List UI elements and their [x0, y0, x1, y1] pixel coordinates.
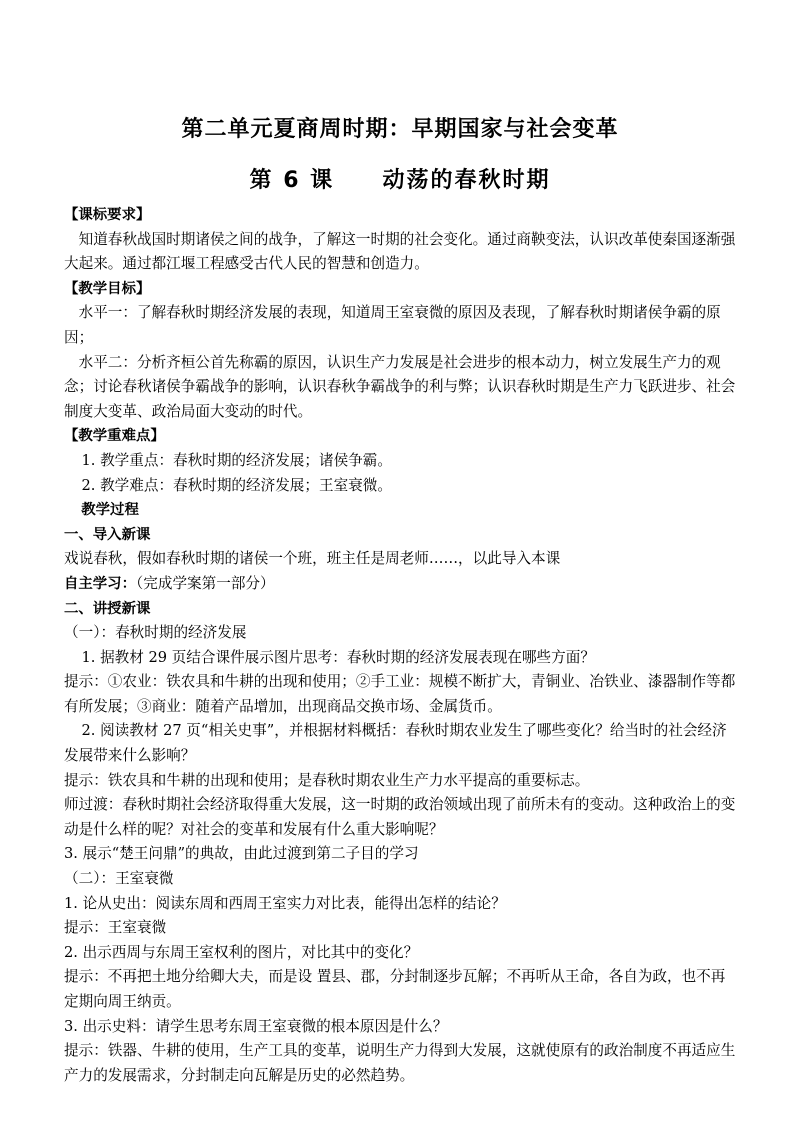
sub-one-heading: （一）：春秋时期的经济发展	[64, 624, 247, 642]
royal-answer-two: 提示：不再把土地分给卿大夫，而是设 置县、郡，分封制逐步瓦解；不再听从王命，各自为政，也不再定期向周王纳贡。	[64, 968, 726, 1010]
self-study-line	[64, 572, 738, 597]
royal-answer-three: 提示：铁器、牛耕的使用，生产工具的变革，说明生产力得到大发展，这就使原有的政治制度不再适应生产力的发展需求，分封制走向瓦解是历史的必然趋势。	[64, 1042, 736, 1084]
kebiao-text: 知道春秋战国时期诸侯之间的战争，了解这一时期的社会变化。通过商鞅变法，认识改革使秦国逐渐强大起来。通过都江堰工程感受古代人民的智慧和创造力。	[64, 230, 736, 273]
question-two: 2. 阅读教材 27 页“相关史事”，并根据材料概括：春秋时期农业发生了哪些变化？给当时的社会经济发展带来什么影响？	[64, 722, 727, 765]
question-three: 3. 展示“楚王问鼎”的典故，由此过渡到第二子目的学习	[64, 845, 419, 863]
question-one: 1. 据教材 29 页结合课件展示图片思考：春秋时期的经济发展表现在哪些方面？	[81, 648, 595, 666]
teacher-transition: 师过渡：春秋时期社会经济取得重大发展，这一时期的政治领域出现了前所未有的变动。这种政治上的变动是什么样的呢？对社会的变革和发展有什么重大影响呢？	[64, 796, 736, 838]
zhongnan-heading: 【教学重难点】	[64, 428, 165, 445]
royal-question-two: 2. 出示西周与东周王室权利的图片，对比其中的变化？	[64, 943, 419, 961]
answer-two: 提示：铁农具和牛耕的出现和使用；是春秋时期农业生产力水平提高的重要标志。	[64, 771, 590, 789]
sub-two-heading: （二）：王室衰微	[64, 870, 174, 888]
part-two-heading: 二、讲授新课	[64, 600, 151, 617]
unit-title: 第二单元夏商周时期：早期国家与社会变革	[181, 117, 619, 142]
royal-question-three: 3. 出示史料：请学生思考东周王室衰微的根本原因是什么？	[64, 1017, 448, 1035]
level-one-text: 水平一：了解春秋时期经济发展的表现，知道周王室衰微的原因及表现，了解春秋时期诸侯争霸的原因；	[64, 304, 721, 346]
self-study-text: （完成学案第一部分）	[135, 574, 275, 592]
key-point-item: 1. 教学重点：春秋时期的经济发展；诸侯争霸。	[81, 451, 392, 469]
document-body	[64, 203, 738, 1088]
kebiao-heading: 【课标要求】	[64, 207, 151, 223]
difficult-point-item: 2. 教学难点：春秋时期的经济发展；王室衰微。	[81, 476, 392, 494]
part-one-text: 戏说春秋，假如春秋时期的诸侯一个班，班主任是周老师……，以此导入本课	[64, 550, 561, 568]
mubiao-heading: 【教学目标】	[64, 280, 151, 297]
level-two-text: 水平二：分析齐桓公首先称霸的原因，认识生产力发展是社会进步的根本动力，树立发展生产力的观念；讨论春秋诸侯争霸战争的影响，认识春秋争霸战争的利与弊；认识春秋时期是生产力飞跃进步、社会制度大变革、政治局面大变动的时代。	[64, 353, 736, 420]
royal-question-one: 1. 论从史出：阅读东周和西周王室实力对比表，能得出怎样的结论？	[64, 894, 506, 912]
process-heading: 教学过程	[81, 502, 139, 519]
royal-answer-one: 提示：王室衰微	[64, 919, 167, 937]
part-one-heading: 一、导入新课	[64, 526, 151, 543]
self-study-label: 自主学习：	[64, 575, 136, 592]
answer-one: 提示：①农业：铁农具和牛耕的出现和使用；②手工业：规模不断扩大，青铜业、冶铁业、漆器制作等都有所发展；③商业：随着产品增加，出现商品交换市场、金属货币。	[64, 673, 736, 715]
lesson-title: 第 6 课 动荡的春秋时期	[249, 168, 551, 193]
